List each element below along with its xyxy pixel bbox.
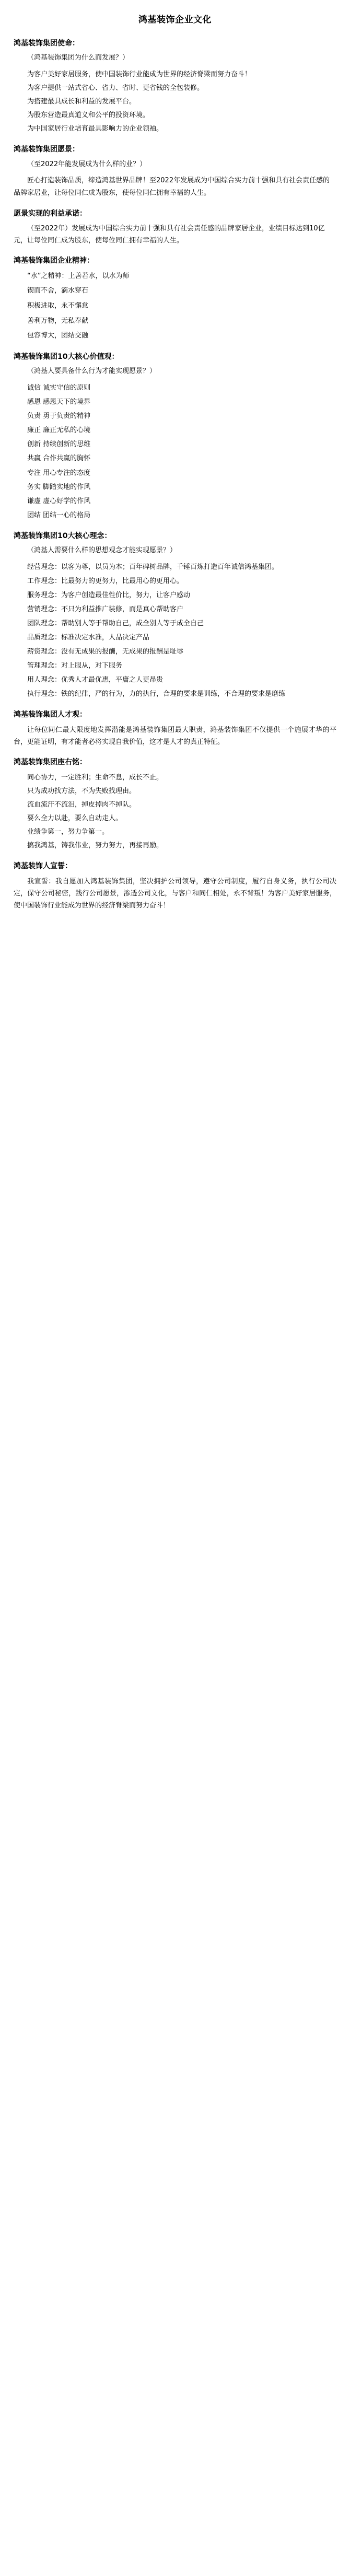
mission-item: 为客户美好家居服务，使中国装饰行业能成为世界的经济脊梁而努力奋斗！ (27, 70, 252, 78)
motto-item: 同心协力，一定胜利；生命不息，成长不止。 (27, 773, 164, 782)
core-value-item: 团结 团结一心的格局 (27, 511, 91, 519)
core-value-item: 专注 用心专注的态度 (27, 469, 91, 477)
talent-view-body: 让每位同仁最大限度地发挥潜能是鸿基装饰集团最大职责，鸿基装饰集团不仅提供一个施展才华的平台，更能证明，有才能者必将实现自我价值，这才是人才的真正特征。 (14, 726, 336, 747)
section-question-mission: （鸿基装饰集团为什么而发展？） (27, 54, 130, 62)
page-title: 鸿基装饰企业文化 (138, 15, 212, 25)
motto-item: 要么全力以赴，要么自动走人。 (27, 814, 123, 822)
section-heading-motto: 鸿基装饰集团座右铭： (14, 758, 87, 767)
core-value-item: 共赢 合作共赢的胸怀 (27, 454, 91, 463)
core-concept-item: 团队理念：帮助别人等于帮助自己，成全别人等于成全自己 (27, 620, 204, 628)
vision-paragraphs (14, 174, 336, 200)
section-question-vision: （至2022年能发展成为什么样的业？） (27, 160, 147, 168)
promise-body: （至2022年）发展成为中国综合实力前十强和具有社会责任感的品牌家居企业，业绩目标达到10亿元，让每位同仁成为股东，使每位同仁拥有幸福的人生。 (14, 224, 325, 244)
core-concept-item: 品质理念：标准决定水准，人品决定产品 (27, 634, 150, 642)
section-heading-talent-view: 鸿基装饰集团人才观： (14, 710, 87, 719)
core-concept-item: 薪资理念：没有无成果的报酬，无成果的报酬是耻辱 (27, 648, 184, 656)
core-concept-item: 用人理念：优秀人才最优惠，平庸之人更昂贵 (27, 676, 164, 684)
motto-item: 只为成功找方法，不为失败找理由。 (27, 787, 136, 795)
core-value-item: 负责 勇于负责的精神 (27, 412, 91, 421)
motto-item: 搞我鸿基，铸我伟业，努力努力，再接再励。 (27, 842, 164, 850)
section-heading-promise: 愿景实现的利益承诺： (14, 209, 87, 218)
core-value-item: 创新 持续创新的思维 (27, 440, 91, 449)
core-concept-item: 工作理念：比最努力的更努力，比最用心的更用心。 (27, 577, 184, 585)
oath-body: 我宣誓：我自愿加入鸿基装饰集团，坚决拥护公司领导，遵守公司制度，履行自身义务，执行公司决定，保守公司秘密，践行公司愿景，渗透公司文化，与客户和同仁相处，永不背叛！为客户美好家居服务，使中国装饰行业能成为世界的经济脊梁而努力奋斗！ (14, 877, 336, 910)
core-concept-item: 服务理念：为客户创造最佳性价比，努力，让客户感动 (27, 591, 191, 599)
motto-item: 业绩争第一，努力争第一。 (27, 828, 109, 836)
core-concept-item: 管理理念：对上服从，对下服务 (27, 662, 123, 670)
core-value-item: 感恩 感恩天下的境界 (27, 398, 91, 406)
core-value-item: 谦虚 虚心好学的作风 (27, 497, 91, 505)
core-concept-item: 执行理念：铁的纪律，严的行为，力的执行，合理的要求是训练，不合理的要求是磨练 (27, 690, 286, 698)
section-heading-mission: 鸿基装饰集团使命： (14, 39, 79, 48)
spirit-item: 包容博大，团结交融 (27, 332, 89, 340)
core-value-item: 诚信 诚实守信的原则 (27, 384, 91, 392)
section-heading-oath: 鸿基装饰人宣誓： (14, 862, 72, 871)
document-page (0, 0, 350, 940)
motto-list (14, 772, 336, 852)
spirit-item: “水”之精神：上善若水，以水为师 (27, 272, 130, 280)
section-heading-core-values: 鸿基装饰集团10大核心价值观： (14, 353, 119, 362)
motto-item: 流血流汗不流泪，掉皮掉肉不掉队。 (27, 800, 136, 809)
spirit-item: 积极进取，永不懈怠 (27, 302, 89, 310)
mission-item: 为客户提供一站式省心、省力、省时、更省钱的全包装修。 (27, 84, 204, 92)
vision-item: 匠心打造装饰品质，缔造鸿基世界品牌！至2022年发展成为中国综合实力前十强和具有社会责任感的品牌家居业，让每位同仁成为股东，使每位同仁拥有幸福的人生。 (14, 177, 330, 197)
mission-item: 为股东营造最真道义和公平的投资环境。 (27, 111, 150, 120)
mission-item: 为搭建最具成长和利益的发展平台。 (27, 97, 136, 106)
core-concept-item: 经营理念：以客为尊，以员为本；百年碑树品牌，千锤百炼打造百年诚信鸿基集团。 (27, 563, 279, 571)
core-value-item: 务实 脚踏实地的作风 (27, 483, 91, 491)
spirit-list (14, 270, 336, 343)
mission-item: 为中国家居行业培育最具影响力的企业领袖。 (27, 125, 164, 133)
section-heading-vision: 鸿基装饰集团愿景： (14, 145, 79, 154)
mission-paragraphs (14, 68, 336, 135)
spirit-item: 锲而不舍，滴水穿石 (27, 287, 89, 295)
page-bottom-spacer (14, 914, 336, 919)
section-question-core-values: （鸿基人要具备什么行为才能实现愿景？） (27, 367, 157, 376)
core-value-item: 廉正 廉正无私的心境 (27, 426, 91, 435)
core-concepts-list (14, 561, 336, 701)
section-heading-core-concepts: 鸿基装饰集团10大核心理念： (14, 531, 112, 540)
spirit-item: 善利万物，无私奉献 (27, 317, 89, 325)
section-heading-spirit: 鸿基装饰集团企业精神： (14, 257, 94, 265)
core-values-list (14, 382, 336, 521)
core-concept-item: 营销理念：不只为利益推广装修，而是真心帮助客户 (27, 605, 184, 613)
section-question-core-concepts: （鸿基人需要什么样的思想观念才能实现愿景？） (27, 546, 177, 555)
